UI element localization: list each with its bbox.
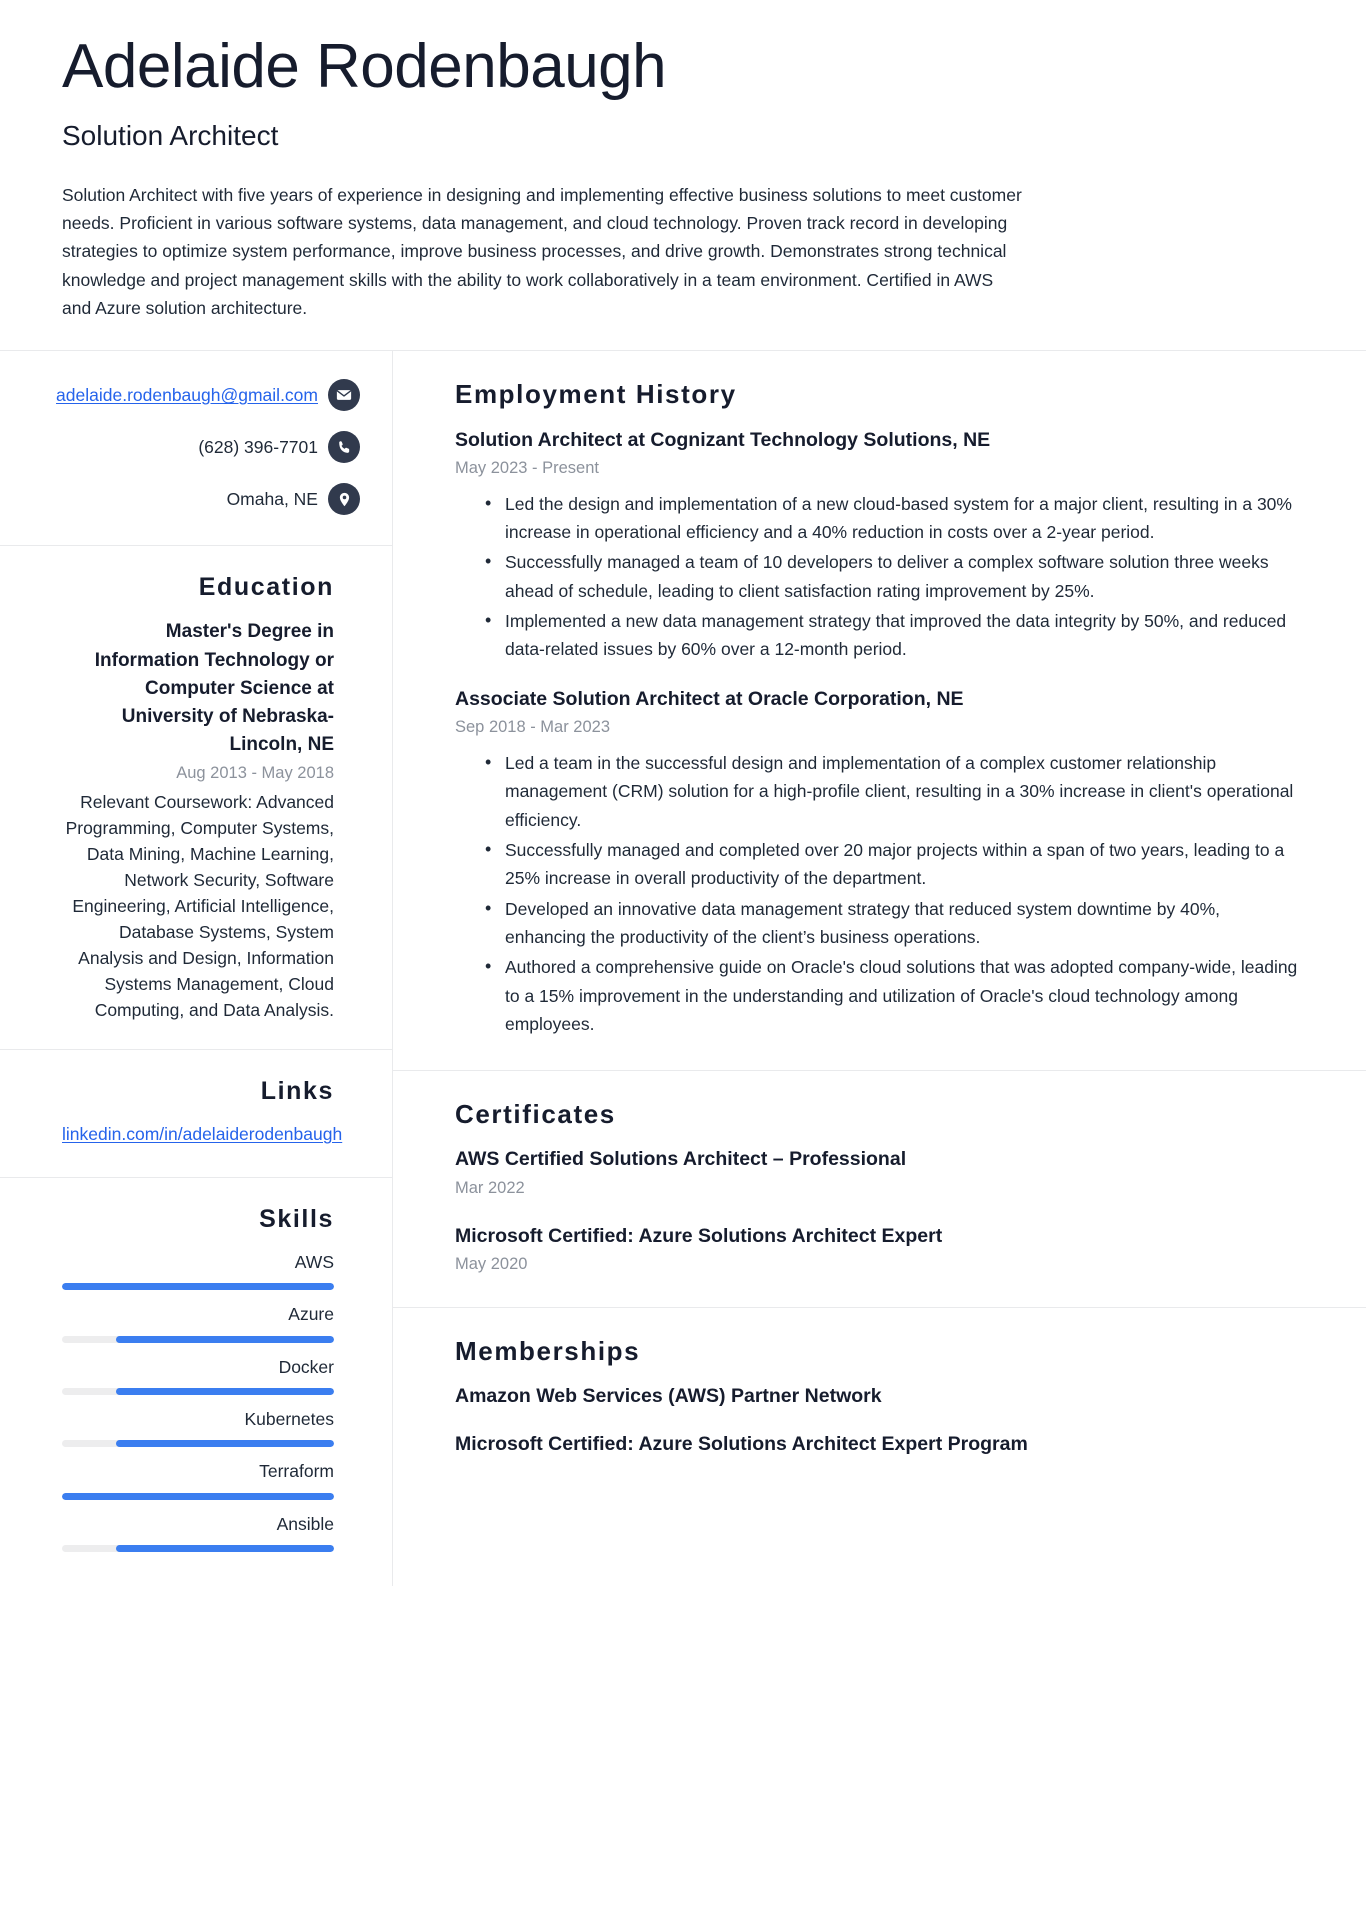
employment-section-title: Employment History: [455, 379, 737, 410]
employment-list: [455, 427, 1304, 1039]
employment-bullet-list: [455, 490, 1304, 664]
employment-entry-date: May 2023 - Present: [455, 458, 599, 477]
education-block: [0, 546, 392, 1050]
skill-level-fill: [116, 1440, 334, 1447]
skill-level-bar: [62, 1440, 334, 1447]
employment-bullet: • Led a team in the successful design and implementation of a complex customer relationship management (CRM) solution for a high-profile client, resulting in a 30% increase in client's operational efficiency.: [485, 749, 1304, 834]
links-block: [0, 1050, 392, 1178]
skill-level-bar: [62, 1545, 334, 1552]
resume-header: [0, 0, 1366, 350]
main-content: [392, 351, 1366, 1586]
certificate-entry: [455, 1223, 1304, 1277]
membership-item: Amazon Web Services (AWS) Partner Network: [455, 1384, 882, 1407]
skill-name: Terraform: [259, 1461, 334, 1482]
skills-list: [62, 1250, 334, 1552]
certificate-date: May 2020: [455, 1254, 528, 1273]
employment-entry: [455, 427, 1304, 664]
skill-level-bar: [62, 1388, 334, 1395]
employment-bullet: • Led the design and implementation of a new cloud-based system for a major client, resulting in a 30% increase in operational efficiency and a 40% reduction in costs over a 2-year period.: [485, 490, 1304, 547]
skill-level-fill: [62, 1493, 334, 1500]
link-item[interactable]: linkedin.com/in/adelaiderodenbaugh: [62, 1124, 343, 1145]
employment-bullet: • Successfully managed a team of 10 developers to deliver a complex software solution three weeks ahead of schedule, leading to client satisfaction rating improvement by 25%.: [485, 548, 1304, 605]
certificates-list: [455, 1146, 1304, 1276]
skills-block: [0, 1178, 392, 1586]
skill-level-fill: [62, 1283, 334, 1290]
employment-bullet: • Developed an innovative data management strategy that reduced system downtime by 40%, enhancing the productivity of the client’s business operations.: [485, 895, 1304, 952]
memberships-section-title: Memberships: [455, 1335, 641, 1366]
employment-history-block: [393, 351, 1366, 1071]
skill-item: [62, 1302, 334, 1342]
job-title: Solution Architect: [62, 120, 279, 152]
skill-name: AWS: [294, 1251, 334, 1272]
employment-bullet: • Successfully managed and completed over 20 major projects within a span of two years, leading to a 25% increase in overall productivity of the department.: [485, 836, 1304, 893]
memberships-list: [455, 1383, 1304, 1458]
skill-name: Azure: [288, 1304, 334, 1325]
certificate-title: Microsoft Certified: Azure Solutions Architect Expert: [455, 1224, 943, 1247]
sidebar: [0, 351, 392, 1586]
skill-item: [62, 1407, 334, 1447]
map-pin-icon: [328, 483, 360, 515]
education-degree: Master's Degree in Information Technology or Computer Science at University of Nebraska-Lincoln, NE: [94, 621, 334, 755]
professional-summary: Solution Architect with five years of experience in designing and implementing effective business solutions to meet customer needs. Proficient in various software systems, data management, and cloud technology. Proven track record in developing strategies to optimize system performance, improve business processes, and drive growth. Demonstrates strong technical knowledge and project management skills with the ability to work collaboratively in a team environment. Certified in AWS and Azure solution architecture.: [62, 184, 1022, 319]
skills-section-title: Skills: [259, 1204, 334, 1233]
employment-entry-title: Solution Architect at Cognizant Technology Solutions, NE: [455, 428, 991, 451]
links-list: [62, 1122, 343, 1147]
email-value[interactable]: adelaide.rodenbaugh@gmail.com: [56, 385, 318, 406]
skill-name: Kubernetes: [244, 1408, 334, 1429]
contact-row-email[interactable]: [56, 379, 334, 411]
employment-bullet-list: [455, 749, 1304, 1038]
phone-value: (628) 396-7701: [198, 437, 318, 458]
certificates-section-title: Certificates: [455, 1099, 616, 1130]
certificate-entry: [455, 1146, 1304, 1200]
resume-body: [0, 351, 1366, 1586]
employment-bullet: • Authored a comprehensive guide on Oracle's cloud solutions that was adopted company-wide, leading to a 15% improvement in the understanding and utilization of Oracle's cloud technology among employees.: [485, 953, 1304, 1038]
employment-entry-title: Associate Solution Architect at Oracle Corporation, NE: [455, 687, 964, 710]
skill-item: [62, 1355, 334, 1395]
skill-level-fill: [116, 1388, 334, 1395]
location-value: Omaha, NE: [226, 489, 318, 510]
contact-row-phone[interactable]: [62, 431, 334, 463]
contact-block: [0, 351, 392, 546]
skill-name: Docker: [278, 1356, 334, 1377]
certificates-block: [393, 1071, 1366, 1307]
education-description: Relevant Coursework: Advanced Programming, Computer Systems, Data Mining, Machine Learning, Network Security, Software Engineering, Artificial Intelligence, Database Systems, System Analysis and Design, Information Systems Management, Cloud Computing, and Data Analysis.: [65, 791, 334, 1021]
skill-item: [62, 1512, 334, 1552]
education-section-title: Education: [198, 573, 334, 602]
membership-item: Microsoft Certified: Azure Solutions Architect Expert Program: [455, 1433, 1028, 1456]
page-title: Adelaide Rodenbaugh: [62, 32, 667, 101]
employment-entry: [455, 686, 1304, 1039]
education-date: Aug 2013 - May 2018: [176, 764, 334, 783]
skill-item: [62, 1459, 334, 1499]
skill-item: [62, 1250, 334, 1290]
skill-level-fill: [116, 1545, 334, 1552]
employment-bullet: • Implemented a new data management strategy that improved the data integrity by 50%, and reduced data-related issues by 60% over a 12-month period.: [485, 607, 1304, 664]
skill-level-fill: [116, 1336, 334, 1343]
employment-entry-date: Sep 2018 - Mar 2023: [455, 718, 611, 737]
links-section-title: Links: [260, 1077, 334, 1106]
skill-level-bar: [62, 1336, 334, 1343]
skill-name: Ansible: [276, 1513, 334, 1534]
contact-row-location: [62, 483, 334, 515]
certificate-title: AWS Certified Solutions Architect – Professional: [455, 1148, 907, 1171]
skill-level-bar: [62, 1493, 334, 1500]
certificate-date: Mar 2022: [455, 1178, 525, 1197]
skill-level-bar: [62, 1283, 334, 1290]
memberships-block: [393, 1308, 1366, 1488]
envelope-icon: [328, 379, 360, 411]
phone-icon: [328, 431, 360, 463]
